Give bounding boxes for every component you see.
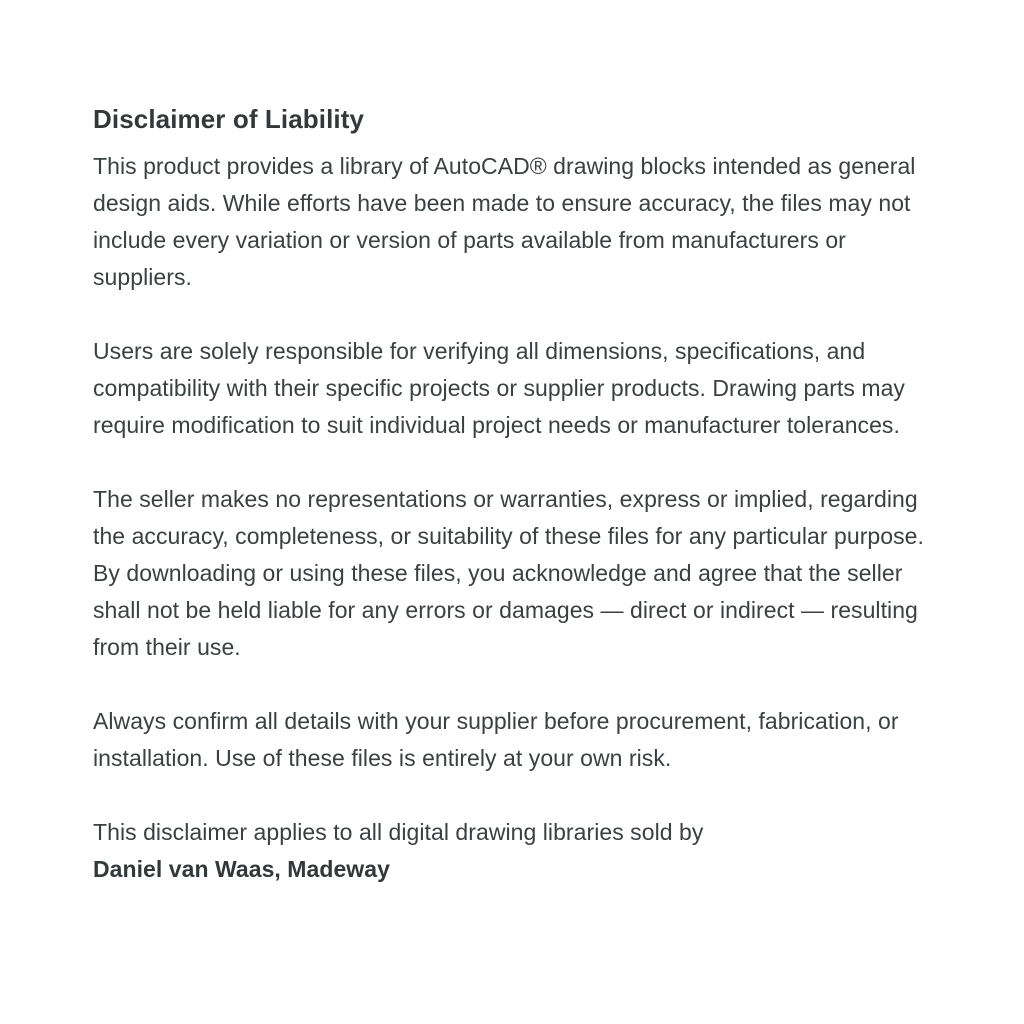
paragraph-user-responsibility: Users are solely responsible for verifying all dimensions, specifications, and compatibility with their specific projects or supplier products. Drawing parts may require modification to suit individual project needs or manufacturer tolerances. bbox=[93, 338, 905, 438]
paragraph-no-warranties: The seller makes no representations or warranties, express or implied, regarding the accuracy, completeness, or suitability of these files for any particular purpose. By downloading or using these files, you acknowledge and agree that the seller shall not be held liable for any errors or damages — direct or indirect — resulting from their use. bbox=[93, 486, 924, 660]
paragraph-product-library: This product provides a library of AutoCAD® drawing blocks intended as general design aids. While efforts have been made to ensure accuracy, the files may not include every variation or version of parts available from manufacturers or suppliers. bbox=[93, 153, 916, 290]
seller-signature: Daniel van Waas, Madeway bbox=[93, 856, 390, 882]
paragraph-confirm-details: Always confirm all details with your supplier before procurement, fabrication, or installation. Use of these files is entirely at your own risk. bbox=[93, 708, 899, 771]
paragraph-closing bbox=[93, 814, 934, 888]
closing-text: This disclaimer applies to all digital drawing libraries sold by bbox=[93, 819, 704, 845]
page-title: Disclaimer of Liability bbox=[93, 104, 365, 134]
